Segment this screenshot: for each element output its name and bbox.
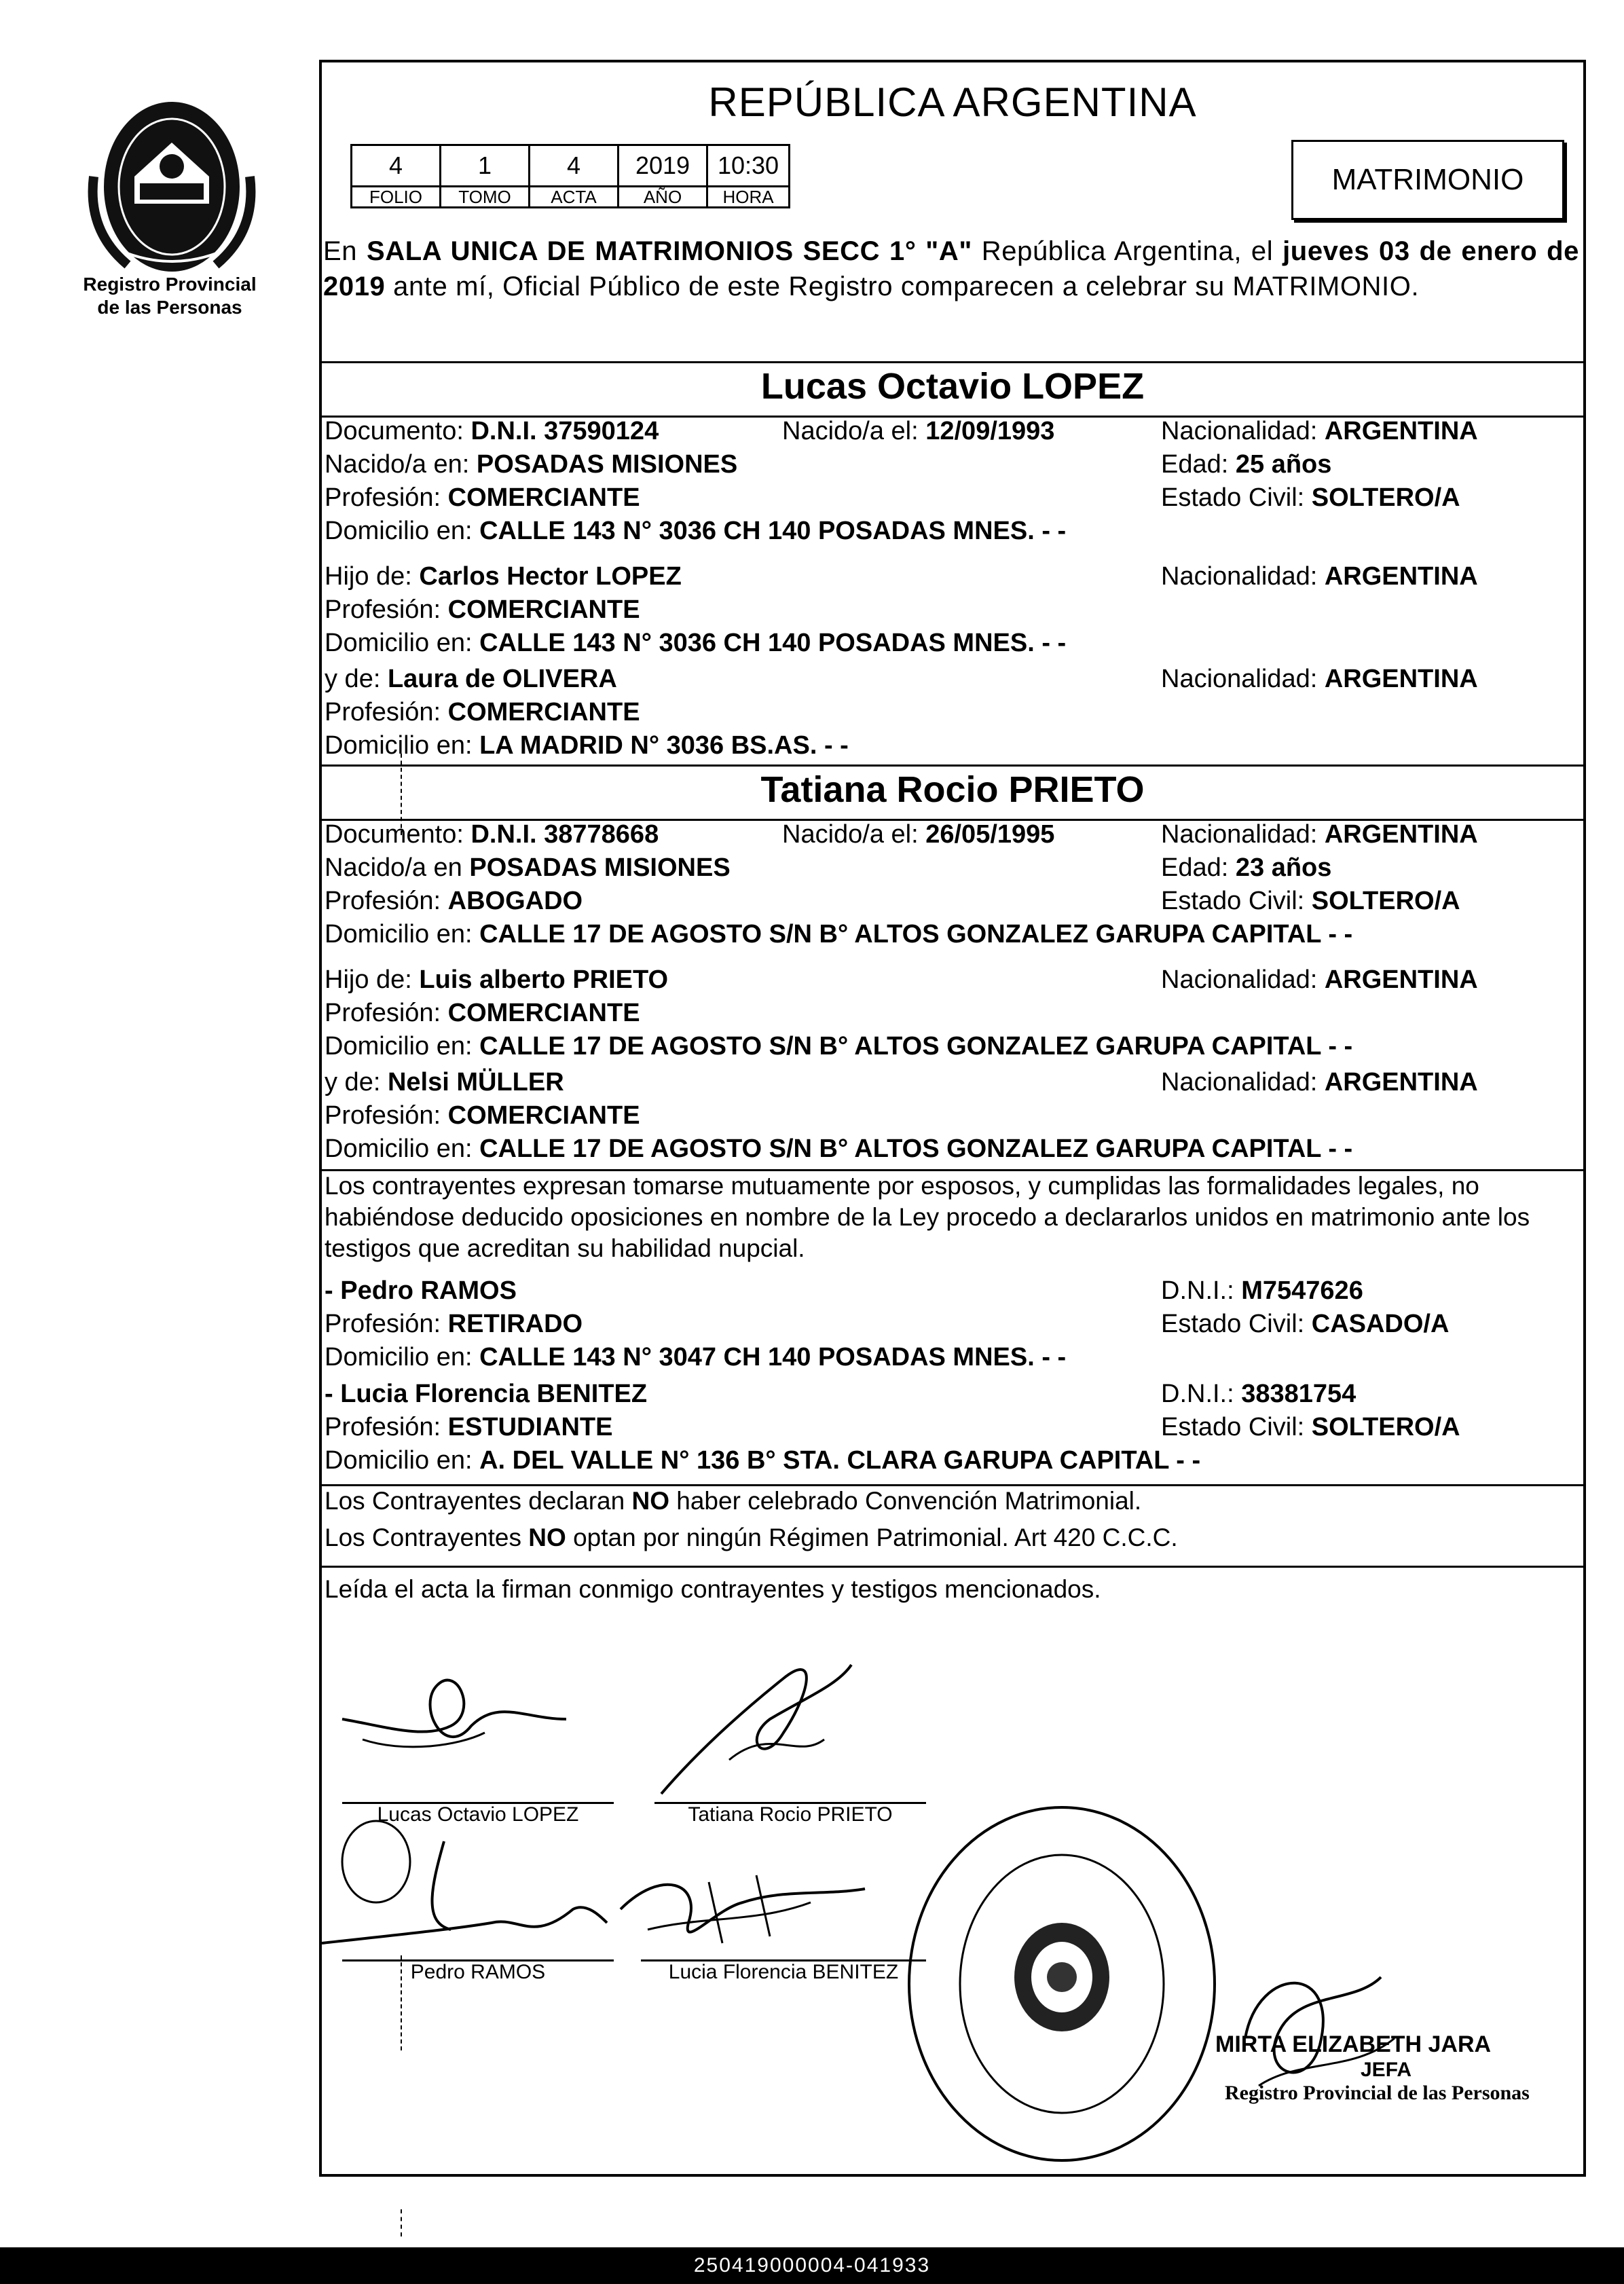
c2-madre: y de: Nelsi MÜLLER [325,1068,564,1097]
c1-profesion: Profesión: COMERCIANTE [325,483,640,512]
c2-madre-profesion: Profesión: COMERCIANTE [325,1101,640,1130]
testigo2-domicilio: Domicilio en: A. DEL VALLE N° 136 B° STA. CLARA GARUPA CAPITAL - - [325,1446,1201,1475]
testigo1-domicilio: Domicilio en: CALLE 143 N° 3047 CH 140 POSADAS MNES. - - [325,1343,1067,1371]
c2-domicilio: Domicilio en: CALLE 17 DE AGOSTO S/N B° ALTOS GONZALEZ GARUPA CAPITAL - - [325,920,1353,948]
contrayente1-name: Lucas Octavio LOPEZ [760,366,1145,407]
c2-edad: Edad: 23 años [1161,853,1332,882]
testigo1-dni: D.N.I.: M7547626 [1161,1276,1363,1305]
c1-nacido-el: Nacido/a el: 12/09/1993 [782,417,1055,445]
oficial-name: MIRTA ELIZABETH JARA [1215,2031,1492,2057]
c1-edad: Edad: 25 años [1161,450,1332,479]
c2-madre-domicilio: Domicilio en: CALLE 17 DE AGOSTO S/N B° ALTOS GONZALEZ GARUPA CAPITAL - - [325,1135,1353,1163]
c2-nacido-el: Nacido/a el: 26/05/1995 [782,820,1055,849]
divider [322,361,1583,363]
c1-padre-profesion: Profesión: COMERCIANTE [325,595,640,624]
c2-madre-nacionalidad: Nacionalidad: ARGENTINA [1161,1068,1478,1097]
tomo-label: TOMO [441,187,530,208]
hora-label: HORA [707,187,790,208]
intro-place: SALA UNICA DE MATRIMONIOS SECC 1° "A" [366,236,972,266]
folio-value: 4 [352,145,441,187]
c1-nacido-en: Nacido/a en: POSADAS MISIONES [325,450,738,479]
c2-estado-civil: Estado Civil: SOLTERO/A [1161,887,1460,915]
c1-documento: Documento: D.N.I. 37590124 [325,417,659,445]
page-title: REPÚBLICA ARGENTINA [708,79,1197,125]
signature-lucas [322,1624,607,1814]
oficial-role: JEFA [1361,2059,1412,2081]
divider [322,1566,1583,1568]
cierre-text: Leída el acta la firman conmigo contrayentes y testigos mencionados. [325,1575,1101,1603]
c2-nacido-en: Nacido/a en POSADAS MISIONES [325,853,731,882]
acta-frame [319,60,1586,2177]
contrayente2-name: Tatiana Rocio PRIETO [760,769,1145,810]
intro-date: jueves 03 de enero de 2019 [323,236,1579,301]
official-seal [899,1801,1225,2167]
testigo2-dni: D.N.I.: 38381754 [1161,1380,1357,1408]
document-code-bar: 250419000004-041933 [0,2247,1624,2284]
signature-lucia [607,1828,933,1977]
c2-padre: Hijo de: Luis alberto PRIETO [325,965,669,994]
logo-caption-1: Registro Provincial [83,274,257,295]
sig4-name: Lucia Florencia BENITEZ [668,1961,899,1983]
declaracion-paragraph: Los contrayentes expresan tomarse mutuamente por esposos, y cumplidas las formalidades legales, no habiéndose deducido oposiciones en nombre de la Ley procedo a declararlos unidos en matrimonio ante los testigos que acreditan su habilidad nupcial. [325,1172,1530,1262]
c2-padre-nacionalidad: Nacionalidad: ARGENTINA [1161,965,1478,994]
divider [322,765,1583,767]
testigo2-estado-civil: Estado Civil: SOLTERO/A [1161,1413,1460,1441]
c1-padre-nacionalidad: Nacionalidad: ARGENTINA [1161,562,1478,591]
c2-nacionalidad: Nacionalidad: ARGENTINA [1161,820,1478,849]
document-type-box: MATRIMONIO [1291,140,1564,220]
registro-table [350,144,790,208]
c1-nacionalidad: Nacionalidad: ARGENTINA [1161,417,1478,445]
c2-documento: Documento: D.N.I. 38778668 [325,820,659,849]
testigo2-profesion: Profesión: ESTUDIANTE [325,1413,613,1441]
testigo2-name: - Lucia Florencia BENITEZ [325,1380,648,1408]
folio-label: FOLIO [352,187,441,208]
margin-mark [401,754,402,835]
hora-value: 10:30 [707,145,790,187]
margin-mark [401,2209,402,2236]
margin-mark [401,1955,402,2050]
provincia-misiones-logo [80,95,263,278]
testigo1-profesion: Profesión: RETIRADO [325,1310,583,1338]
convencion-line-2: Los Contrayentes NO optan por ningún Régimen Patrimonial. Art 420 C.C.C. [325,1524,1178,1551]
testigo1-name: - Pedro RAMOS [325,1276,517,1305]
logo-caption-2: de las Personas [97,297,242,318]
testigo1-estado-civil: Estado Civil: CASADO/A [1161,1310,1450,1338]
acta-label: ACTA [530,187,619,208]
c1-madre-nacionalidad: Nacionalidad: ARGENTINA [1161,665,1478,693]
c1-padre: Hijo de: Carlos Hector LOPEZ [325,562,682,591]
c1-domicilio: Domicilio en: CALLE 143 N° 3036 CH 140 POSADAS MNES. - - [325,517,1067,545]
sig1-name: Lucas Octavio LOPEZ [377,1803,579,1826]
convencion-line-1: Los Contrayentes declaran NO haber celebrado Convención Matrimonial. [325,1487,1142,1515]
c1-padre-domicilio: Domicilio en: CALLE 143 N° 3036 CH 140 POSADAS MNES. - - [325,629,1067,657]
acta-value: 4 [530,145,619,187]
anio-label: AÑO [619,187,707,208]
sig2-name: Tatiana Rocio PRIETO [688,1803,893,1826]
c2-padre-profesion: Profesión: COMERCIANTE [325,999,640,1027]
c1-estado-civil: Estado Civil: SOLTERO/A [1161,483,1460,512]
intro-paragraph: En SALA UNICA DE MATRIMONIOS SECC 1° "A" República Argentina, el jueves 03 de enero de 2019 ante mí, Oficial Público de este Registro comparecen a celebrar su MATRIMONIO. [323,236,1579,301]
c2-padre-domicilio: Domicilio en: CALLE 17 DE AGOSTO S/N B° ALTOS GONZALEZ GARUPA CAPITAL - - [325,1032,1353,1061]
tomo-value: 1 [441,145,530,187]
c1-madre-profesion: Profesión: COMERCIANTE [325,698,640,726]
signature-pedro [315,1787,614,1964]
c2-profesion: Profesión: ABOGADO [325,887,583,915]
c1-madre: y de: Laura de OLIVERA [325,665,617,693]
oficial-org: Registro Provincial de las Personas [1225,2082,1530,2104]
sig3-name: Pedro RAMOS [410,1961,546,1983]
anio-value: 2019 [619,145,707,187]
signature-tatiana [648,1624,933,1814]
c1-madre-domicilio: Domicilio en: LA MADRID N° 3036 BS.AS. - - [325,731,849,760]
